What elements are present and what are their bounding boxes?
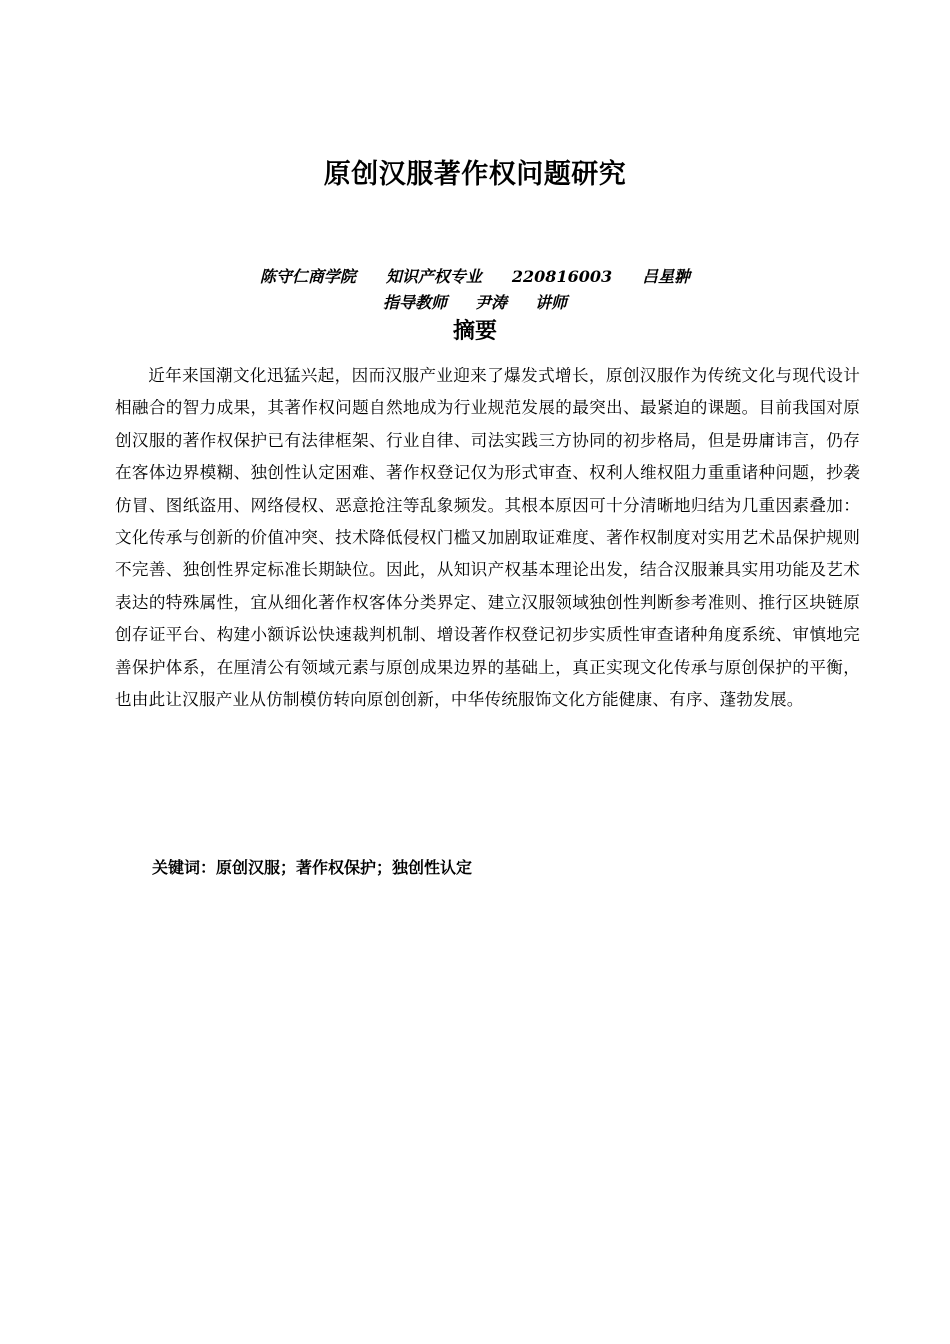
keywords-line: 关键词：原创汉服；著作权保护；独创性认定 [152,858,473,877]
abstract-paragraph: 近年来国潮文化迅猛兴起，因而汉服产业迎来了爆发式增长，原创汉服作为传统文化与现代设计相融合的智力成果，其著作权问题自然地成为行业规范发展的最突出、最紧迫的课题。目前我国对原创汉服的著作权保护已有法律框架、行业自律、司法实践三方协同的初步格局，但是毋庸讳言，仍存在客体边界模糊、独创性认定困难、著作权登记仅为形式审查、权利人维权阻力重重诸种问题，抄袭仿冒、图纸盗用、网络侵权、恶意抢注等乱象频发。其根本原因可十分清晰地归结为几重因素叠加：文化传承与创新的价值冲突、技术降低侵权门槛又加剧取证难度、著作权制度对实用艺术品保护规则不完善、独创性界定标准长期缺位。因此，从知识产权基本理论出发，结合汉服兼具实用功能及艺术表达的特殊属性，宜从细化著作权客体分类界定、建立汉服领域独创性判断参考准则、推行区块链原创存证平台、构建小额诉讼快速裁判机制、增设著作权登记初步实质性审查诸种角度系统、审慎地完善保护体系，在厘清公有领域元素与原创成果边界的基础上，真正实现文化传承与原创保护的平衡，也由此让汉服产业从仿制模仿转向原创创新，中华传统服饰文化方能健康、有序、蓬勃发展。 [115,366,860,710]
major-name: 知识产权专业 [385,267,482,286]
advisor-info-line [0,290,950,313]
author-name: 吕星翀 [642,267,691,286]
author-info-line [0,264,950,287]
advisor-label: 指导教师 [382,293,447,312]
student-id: 220816003 [511,267,613,286]
abstract-heading: 摘要 [452,319,497,344]
advisor-name: 尹涛 [474,293,507,312]
paper-title: 原创汉服著作权问题研究 [323,159,627,190]
advisor-title: 讲师 [535,293,568,312]
college-name: 陈守仁商学院 [259,267,356,286]
